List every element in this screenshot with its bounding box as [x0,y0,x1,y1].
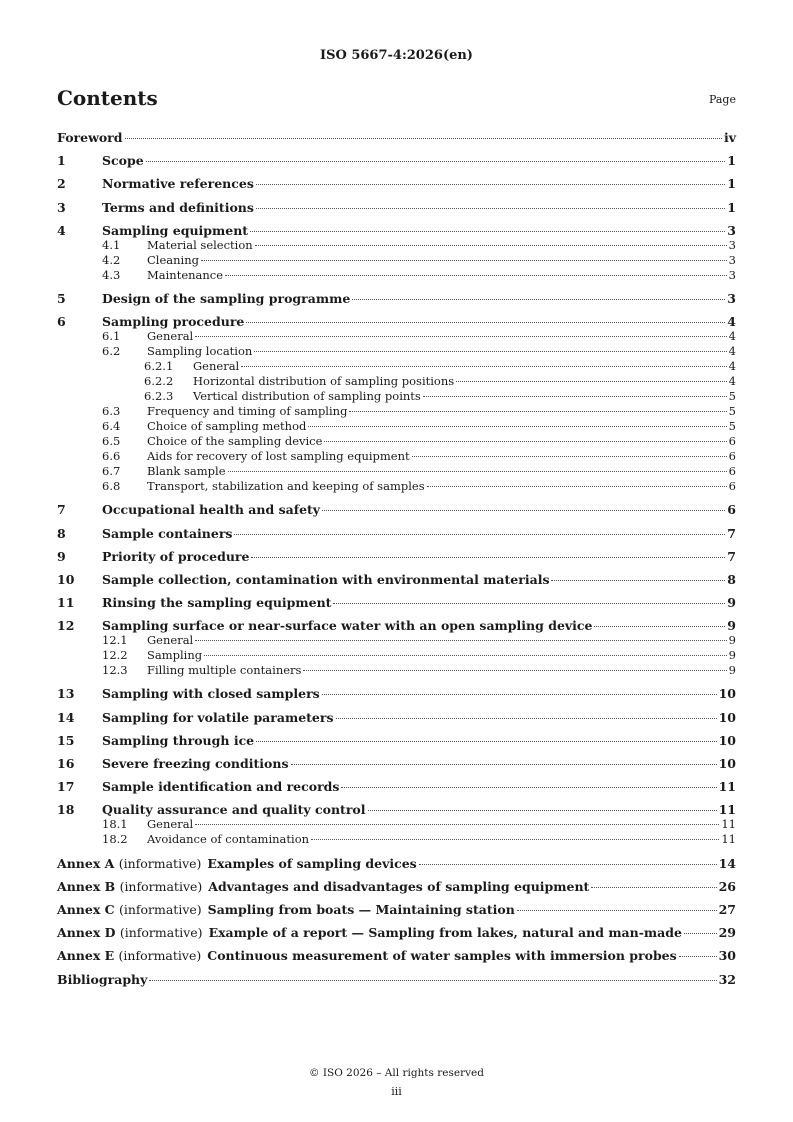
toc-page: 3 [727,290,736,306]
toc-title: Quality assurance and quality control [102,802,366,818]
toc-leader-dots [352,299,725,300]
toc-leader-dots [225,275,727,276]
page-number: iii [391,1085,402,1098]
toc-leader-dots [308,426,726,427]
toc-page: 4 [728,374,736,389]
toc-number: 6.8 [102,479,121,494]
toc-title: Advantages and disadvantages of sampling equipment [208,878,590,894]
toc-page: 4 [728,359,736,374]
toc-number: 14 [57,709,75,725]
toc-number: 12 [57,618,75,634]
toc-entry[interactable] [57,710,736,725]
toc-page: 29 [718,925,736,941]
page-title: Contents [57,86,158,110]
toc-title: General [147,633,194,648]
toc-title: Severe freezing conditions [102,756,289,771]
toc-number: 18 [57,802,75,818]
toc-page: 3 [728,267,736,282]
toc-page: 5 [728,419,736,434]
toc-title: Sampling procedure [102,314,245,330]
toc-leader-dots [684,933,717,934]
toc-leader-dots [256,208,725,209]
toc-title: Filling multiple containers [147,663,302,678]
toc-title: Terms and definitions [102,199,254,215]
toc-title: Material selection [147,237,253,252]
toc-number: 12.1 [102,633,128,648]
toc-title: Cleaning [147,252,199,267]
toc-entry[interactable] [57,344,736,359]
toc-number: 7 [57,502,66,518]
toc-entry[interactable] [57,948,736,963]
toc-title: Maintenance [147,267,224,282]
toc-leader-dots [204,655,727,656]
toc-annex-type: (informative) [118,901,202,917]
toc-title: Sampling from boats — Maintaining station [207,901,515,917]
toc-entry[interactable] [57,153,736,168]
toc-entry[interactable] [57,832,736,847]
toc-leader-dots [241,366,726,367]
toc-leader-dots [149,980,716,981]
toc-number: 6.2.3 [144,389,174,404]
toc-page: 1 [727,153,736,169]
toc-annex-type: (informative) [119,925,203,941]
toc-page: 7 [727,525,736,541]
toc-entry[interactable] [57,374,736,389]
toc-leader-dots [125,138,722,139]
toc-entry[interactable] [57,479,736,494]
toc-number: 17 [57,779,75,795]
toc-leader-dots [336,718,717,719]
toc-title: Sampling [147,648,203,663]
toc-page: 10 [718,732,736,748]
toc-title: Choice of sampling method [147,419,307,434]
toc-page: 5 [728,404,736,419]
toc-page: 6 [728,434,736,449]
toc-entry[interactable] [57,176,736,191]
toc-title: Sample identification and records [102,779,340,795]
toc-title: Sampling with closed samplers [102,686,320,702]
toc-number: 6.2.2 [144,374,174,389]
toc-leader-dots [324,441,726,442]
toc-leader-dots [250,231,725,232]
toc-number: 11 [57,595,75,611]
toc-leader-dots [412,456,727,457]
toc-title: Transport, stabilization and keeping of samples [147,479,425,494]
toc-page: 8 [727,571,736,587]
toc-entry[interactable] [57,756,736,771]
toc-entry[interactable] [57,817,736,832]
toc-title: Avoidance of contamination [147,832,310,847]
toc-annex-label: Annex A [57,855,115,871]
toc-leader-dots [228,471,727,472]
toc-page: 7 [727,548,736,564]
toc-leader-dots [551,580,725,581]
toc-annex-label: Annex D [57,925,116,941]
toc-number: 1 [57,153,66,169]
toc-number: 12.3 [102,663,128,678]
toc-entry[interactable] [57,595,736,610]
toc-title: Blank sample [147,464,226,479]
copyright-notice: © ISO 2026 – All rights reserved [309,1067,484,1079]
toc-entry[interactable] [57,291,736,306]
toc-title: Sampling surface or near-surface water with an open sampling device [102,618,593,634]
toc-annex-label: Annex C [57,901,115,917]
toc-leader-dots [341,787,716,788]
toc-title: Frequency and timing of sampling [147,404,348,419]
toc-title: Sampling for volatile parameters [102,709,334,725]
toc-title: Aids for recovery of lost sampling equipment [147,449,410,464]
toc-page: 27 [718,901,736,917]
toc-title: Rinsing the sampling equipment [102,595,332,611]
toc-number: 6.5 [102,434,121,449]
toc-page: iv [723,130,736,145]
toc-number: 9 [57,548,66,564]
toc-entry[interactable] [57,779,736,794]
toc-page: 9 [728,648,736,663]
document-header: ISO 5667-4:2026(en) [320,48,473,63]
toc-entry[interactable] [57,238,736,253]
toc-entry[interactable] [57,359,736,374]
toc-page: 9 [727,618,736,634]
toc-leader-dots [456,381,727,382]
toc-entry[interactable] [57,253,736,268]
toc-leader-dots [291,764,717,765]
toc-page: 9 [728,663,736,678]
toc-leader-dots [256,741,716,742]
toc-number: 6.6 [102,449,121,464]
toc-leader-dots [419,864,717,865]
toc-page: 26 [718,878,736,894]
toc-leader-dots [333,603,725,604]
toc-leader-dots [146,161,726,162]
toc-title: Horizontal distribution of sampling positions [193,374,455,389]
toc-title: Priority of procedure [102,548,250,564]
toc-entry[interactable] [57,434,736,449]
toc-entry[interactable] [57,618,736,633]
toc-number: 4.1 [102,237,121,252]
toc-leader-dots [246,322,725,323]
toc-title: Sample containers [102,525,233,541]
toc-page: 10 [718,709,736,725]
toc-number: 6.7 [102,464,121,479]
toc-leader-dots [251,557,725,558]
toc-annex-type: (informative) [118,948,202,964]
toc-number: 13 [57,686,75,702]
toc-title: Bibliography [57,971,148,987]
toc-title: Scope [102,153,144,169]
toc-annex-label: Annex E [57,948,115,964]
toc-entry[interactable] [57,549,736,564]
toc-entry[interactable] [57,879,736,894]
toc-title: Sample collection, contamination with environmental materials [102,571,550,587]
toc-leader-dots [195,824,719,825]
toc-leader-dots [303,670,726,671]
toc-title: Continuous measurement of water samples with immersion probes [207,948,677,964]
toc-page: 4 [728,329,736,344]
toc-number: 6.2 [102,344,121,359]
toc-leader-dots [234,534,725,535]
toc-leader-dots [255,245,727,246]
toc-page: 10 [718,756,736,771]
toc-annex-label: Annex B [57,878,116,894]
toc-title: Normative references [102,176,254,192]
toc-leader-dots [256,184,725,185]
toc-page: 6 [727,502,736,518]
toc-page: 9 [727,595,736,611]
toc-entry[interactable] [57,314,736,329]
toc-leader-dots [311,839,719,840]
toc-number: 8 [57,525,66,541]
toc-number: 4.3 [102,267,121,282]
toc-entry[interactable] [57,130,736,145]
toc-number: 18.1 [102,817,128,832]
toc-leader-dots [195,336,726,337]
toc-page: 4 [727,314,736,330]
toc-page: 1 [727,176,736,192]
toc-leader-dots [591,887,716,888]
toc-entry[interactable] [57,389,736,404]
toc-entry[interactable] [57,663,736,678]
toc-leader-dots [594,626,725,627]
toc-number: 18.2 [102,832,128,847]
toc-page: 1 [727,199,736,215]
toc-page: 3 [728,252,736,267]
toc-page: 14 [718,855,736,871]
toc-page: 6 [728,464,736,479]
toc-title: Sampling location [147,344,253,359]
toc-leader-dots [427,486,727,487]
toc-page: 5 [728,389,736,404]
toc-entry[interactable] [57,329,736,344]
toc-entry[interactable] [57,925,736,940]
toc-leader-dots [322,694,717,695]
toc-title: Sampling equipment [102,222,249,238]
toc-number: 3 [57,199,66,215]
toc-entry[interactable] [57,856,736,871]
toc-entry[interactable] [57,802,736,817]
toc-page: 30 [718,948,736,964]
toc-page: 4 [728,344,736,359]
toc-page: 3 [727,222,736,238]
toc-page: 32 [718,971,736,987]
toc-number: 10 [57,571,75,587]
toc-leader-dots [195,640,726,641]
toc-leader-dots [368,810,717,811]
toc-number: 4 [57,222,66,238]
toc-leader-dots [423,396,727,397]
toc-number: 2 [57,176,66,192]
toc-entry[interactable] [57,572,736,587]
toc-entry[interactable] [57,419,736,434]
toc-title: Examples of sampling devices [207,855,417,871]
toc-number: 6.2.1 [144,359,174,374]
toc-number: 16 [57,756,75,771]
toc-page: 11 [718,802,736,818]
toc-page: 3 [728,237,736,252]
toc-entry[interactable] [57,526,736,541]
toc-entry[interactable] [57,268,736,283]
toc-entry[interactable] [57,733,736,748]
toc-number: 6.3 [102,404,121,419]
toc-leader-dots [679,956,717,957]
toc-leader-dots [201,260,727,261]
toc-entry[interactable] [57,502,736,517]
toc-entry[interactable] [57,902,736,917]
toc-title: Foreword [57,130,123,145]
toc-number: 6.1 [102,329,121,344]
toc-entry[interactable] [57,200,736,215]
toc-title: Occupational health and safety [102,502,321,518]
toc-page: 10 [718,686,736,702]
toc-page: 11 [718,779,736,795]
toc-entry[interactable] [57,686,736,701]
toc-entry[interactable] [57,972,736,987]
toc-entry[interactable] [57,633,736,648]
toc-annex-type: (informative) [119,878,203,894]
toc-number: 4.2 [102,252,121,267]
toc-title: General [147,817,194,832]
toc-leader-dots [322,510,725,511]
toc-page: 11 [721,817,736,832]
toc-entry[interactable] [57,404,736,419]
toc-title: Example of a report — Sampling from lakes, natural and man-made [208,925,682,941]
toc-title: Choice of the sampling device [147,434,323,449]
toc-title: General [193,359,240,374]
toc-entry[interactable] [57,648,736,663]
toc-number: 6 [57,314,66,330]
toc-title: General [147,329,194,344]
toc-title: Design of the sampling programme [102,290,351,306]
toc-entry[interactable] [57,464,736,479]
toc-leader-dots [517,910,717,911]
toc-number: 5 [57,290,66,306]
toc-page: 9 [728,633,736,648]
toc-leader-dots [254,351,726,352]
toc-title: Vertical distribution of sampling points [193,389,421,404]
toc-page: 6 [728,479,736,494]
toc-annex-type: (informative) [118,855,202,871]
toc-number: 12.2 [102,648,128,663]
toc-page: 6 [728,449,736,464]
toc-entry[interactable] [57,223,736,238]
toc-entry[interactable] [57,449,736,464]
page-column-label: Page [708,93,736,106]
toc-leader-dots [349,411,726,412]
toc-page: 11 [721,832,736,847]
toc-number: 15 [57,732,75,748]
table-of-contents [57,130,736,987]
toc-title: Sampling through ice [102,732,255,748]
toc-number: 6.4 [102,419,121,434]
